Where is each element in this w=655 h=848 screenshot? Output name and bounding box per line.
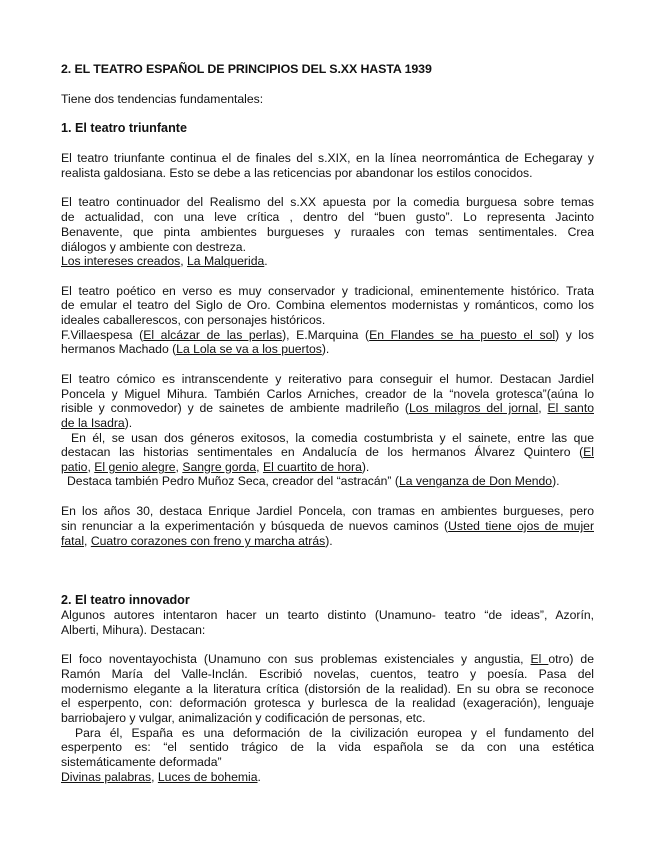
text-run: El foco noventayochista (Unamuno con sus problemas existenciales y angustia,: [61, 652, 531, 666]
work-title: El genio alegre: [94, 460, 176, 474]
separator: .: [257, 770, 261, 784]
work-title: El: [530, 652, 549, 666]
paragraph-line: Benavente, que pinta ambientes burgueses y ruraales con temas sentimentales. Crea: [61, 225, 594, 239]
work-title: Luces de bohemia: [157, 770, 258, 784]
text-run: ).: [124, 416, 133, 430]
paragraph-line: [61, 445, 594, 460]
work-title: Cuatro corazones con freno y marcha atrás: [90, 534, 326, 548]
paragraph-line: sistemáticamente deformada”: [61, 755, 222, 769]
paragraph-line: [61, 401, 594, 416]
paragraph-line: barriobajero y vulgar, animalización y codificación de personas, etc.: [61, 711, 426, 725]
text-run: ).: [361, 460, 370, 474]
paragraph-line: El teatro triunfante continua el de finales del s.XIX, en la línea neorromántica de Echegaray y: [61, 151, 594, 165]
paragraph-line: realista galdosiana. Esto se debe a las reticencias por abandonar los estilos conocidos.: [61, 166, 533, 180]
paragraph-line: ideales caballerescos, con personajes históricos.: [61, 313, 326, 327]
paragraph-line: El teatro poético en verso es muy conservador y tradicional, eminentemente histórico. Trata: [61, 284, 594, 298]
text-run: F.Villaespesa (: [61, 328, 144, 342]
paragraph-line: El teatro cómico es intranscendente y reiterativo para conseguir el humor. Destacan Jardiel: [61, 372, 594, 386]
paragraph-line: El teatro continuador del Realismo del s.XX apuesta por la comedia burguesa sobre temas: [61, 195, 594, 209]
work-title: Usted tiene ojos de mujer: [448, 519, 594, 533]
paragraph-line: Ramón María del Valle-Inclán. Escribió novelas, cuentos, teatro y poesía. Pasa del: [61, 667, 594, 681]
work-title: El cuartito de hora: [262, 460, 362, 474]
paragraph-line: Alberti, Mihura). Destacan:: [61, 623, 206, 637]
paragraph-line: de actualidad, con una leve crítica , dentro del “buen gusto”. Lo representa Jacinto: [61, 210, 594, 224]
paragraph-line: diálogos y ambiente con destreza.: [61, 240, 246, 254]
paragraph-line: Para él, España es una deformación de la civilización europea y el fundamento del: [75, 726, 594, 740]
work-title: El: [583, 445, 594, 459]
work-title: Divinas palabras: [61, 770, 152, 784]
text-run: sin renunciar a la experimentación y búsqueda de nuevos caminos (: [61, 519, 449, 533]
works-line: [61, 770, 261, 785]
intro-text: Tiene dos tendencias fundamentales:: [61, 92, 264, 106]
text-run: ), E.Marquina (: [282, 328, 370, 342]
text-run: ).: [325, 534, 333, 548]
paragraph-line: [61, 416, 132, 431]
paragraph-line: esperpento es: “el sentido trágico de la vida española se da con una estética: [61, 740, 594, 754]
separator: ,: [151, 770, 158, 784]
work-title: El santo: [547, 401, 594, 415]
work-title: La Lola se va a los puertos: [176, 342, 322, 356]
work-title: fatal: [61, 534, 85, 548]
work-title: La venganza de Don Mendo: [398, 474, 553, 488]
separator: .: [264, 254, 268, 268]
text-run: ).: [552, 474, 560, 488]
separator: ,: [84, 534, 91, 548]
text-run: risible y conmovedor) y de sainetes de ambiente madrileño (: [61, 401, 409, 415]
work-title: Sangre gorda,: [182, 460, 260, 474]
paragraph-line: En él, se usan dos géneros exitosos, la comedia costumbrista y el sainete, entre las que: [71, 431, 594, 445]
paragraph-line: [61, 342, 329, 357]
paragraph-line: [61, 534, 333, 549]
work-title: de la Isadra: [61, 416, 125, 430]
section-heading-innovador: 2. El teatro innovador: [61, 593, 190, 607]
paragraph-line: Poncela y Miguel Mihura. También Carlos Arniches, creador de la “novela grotesca”(aúna lo: [61, 387, 594, 401]
paragraph-line: [61, 652, 594, 667]
paragraph-line: [61, 328, 594, 343]
text-run: destacan las historias sentimentales en Andalucía de los hermanos Álvarez Quintero (: [61, 445, 584, 459]
text-run: ).: [321, 342, 330, 356]
separator: ,: [180, 254, 188, 268]
paragraph-line: [61, 460, 369, 475]
text-run: Destaca también Pedro Muñoz Seca, creador del “astracán” (: [67, 474, 399, 488]
separator: ,: [87, 460, 95, 474]
paragraph-line: modernismo elegante a la literatura crítica (distorsión de la realidad). En su obra se reconoce: [61, 682, 594, 696]
work-title: El alcázar de las perlas: [143, 328, 283, 342]
text-run: ) y los: [555, 328, 594, 342]
text-run: otro) de: [548, 652, 594, 666]
document-title: 2. EL TEATRO ESPAÑOL DE PRINCIPIOS DEL S.XX HASTA 1939: [61, 62, 432, 76]
paragraph-line: el esperpento, con: deformación grotesca y burlesca de la realidad (exageración), lenguaje: [61, 696, 594, 710]
work-title: La Malquerida: [187, 254, 265, 268]
paragraph-line: Algunos autores intentaron hacer un tearto distinto (Unamuno- teatro “de ideas”, Azorín,: [61, 608, 594, 622]
paragraph-line: En los años 30, destaca Enrique Jardiel Poncela, con tramas en ambientes burgueses, pero: [61, 504, 594, 518]
separator: ,: [175, 460, 183, 474]
work-title: Los milagros del jornal: [408, 401, 539, 415]
works-line: [61, 254, 268, 269]
text-run: ,: [538, 401, 548, 415]
paragraph-line: de emular el teatro del Siglo de Oro. Combina elementos modernistas y románticos, como los: [61, 298, 594, 312]
paragraph-line: [67, 474, 560, 489]
work-title: En Flandes se ha puesto el sol: [369, 328, 556, 342]
work-title: Los intereses creados: [61, 254, 181, 268]
paragraph-line: [61, 519, 594, 534]
section-heading-triunfante: 1. El teatro triunfante: [61, 121, 187, 135]
text-run: hermanos Machado (: [61, 342, 177, 356]
work-title: patio: [61, 460, 88, 474]
